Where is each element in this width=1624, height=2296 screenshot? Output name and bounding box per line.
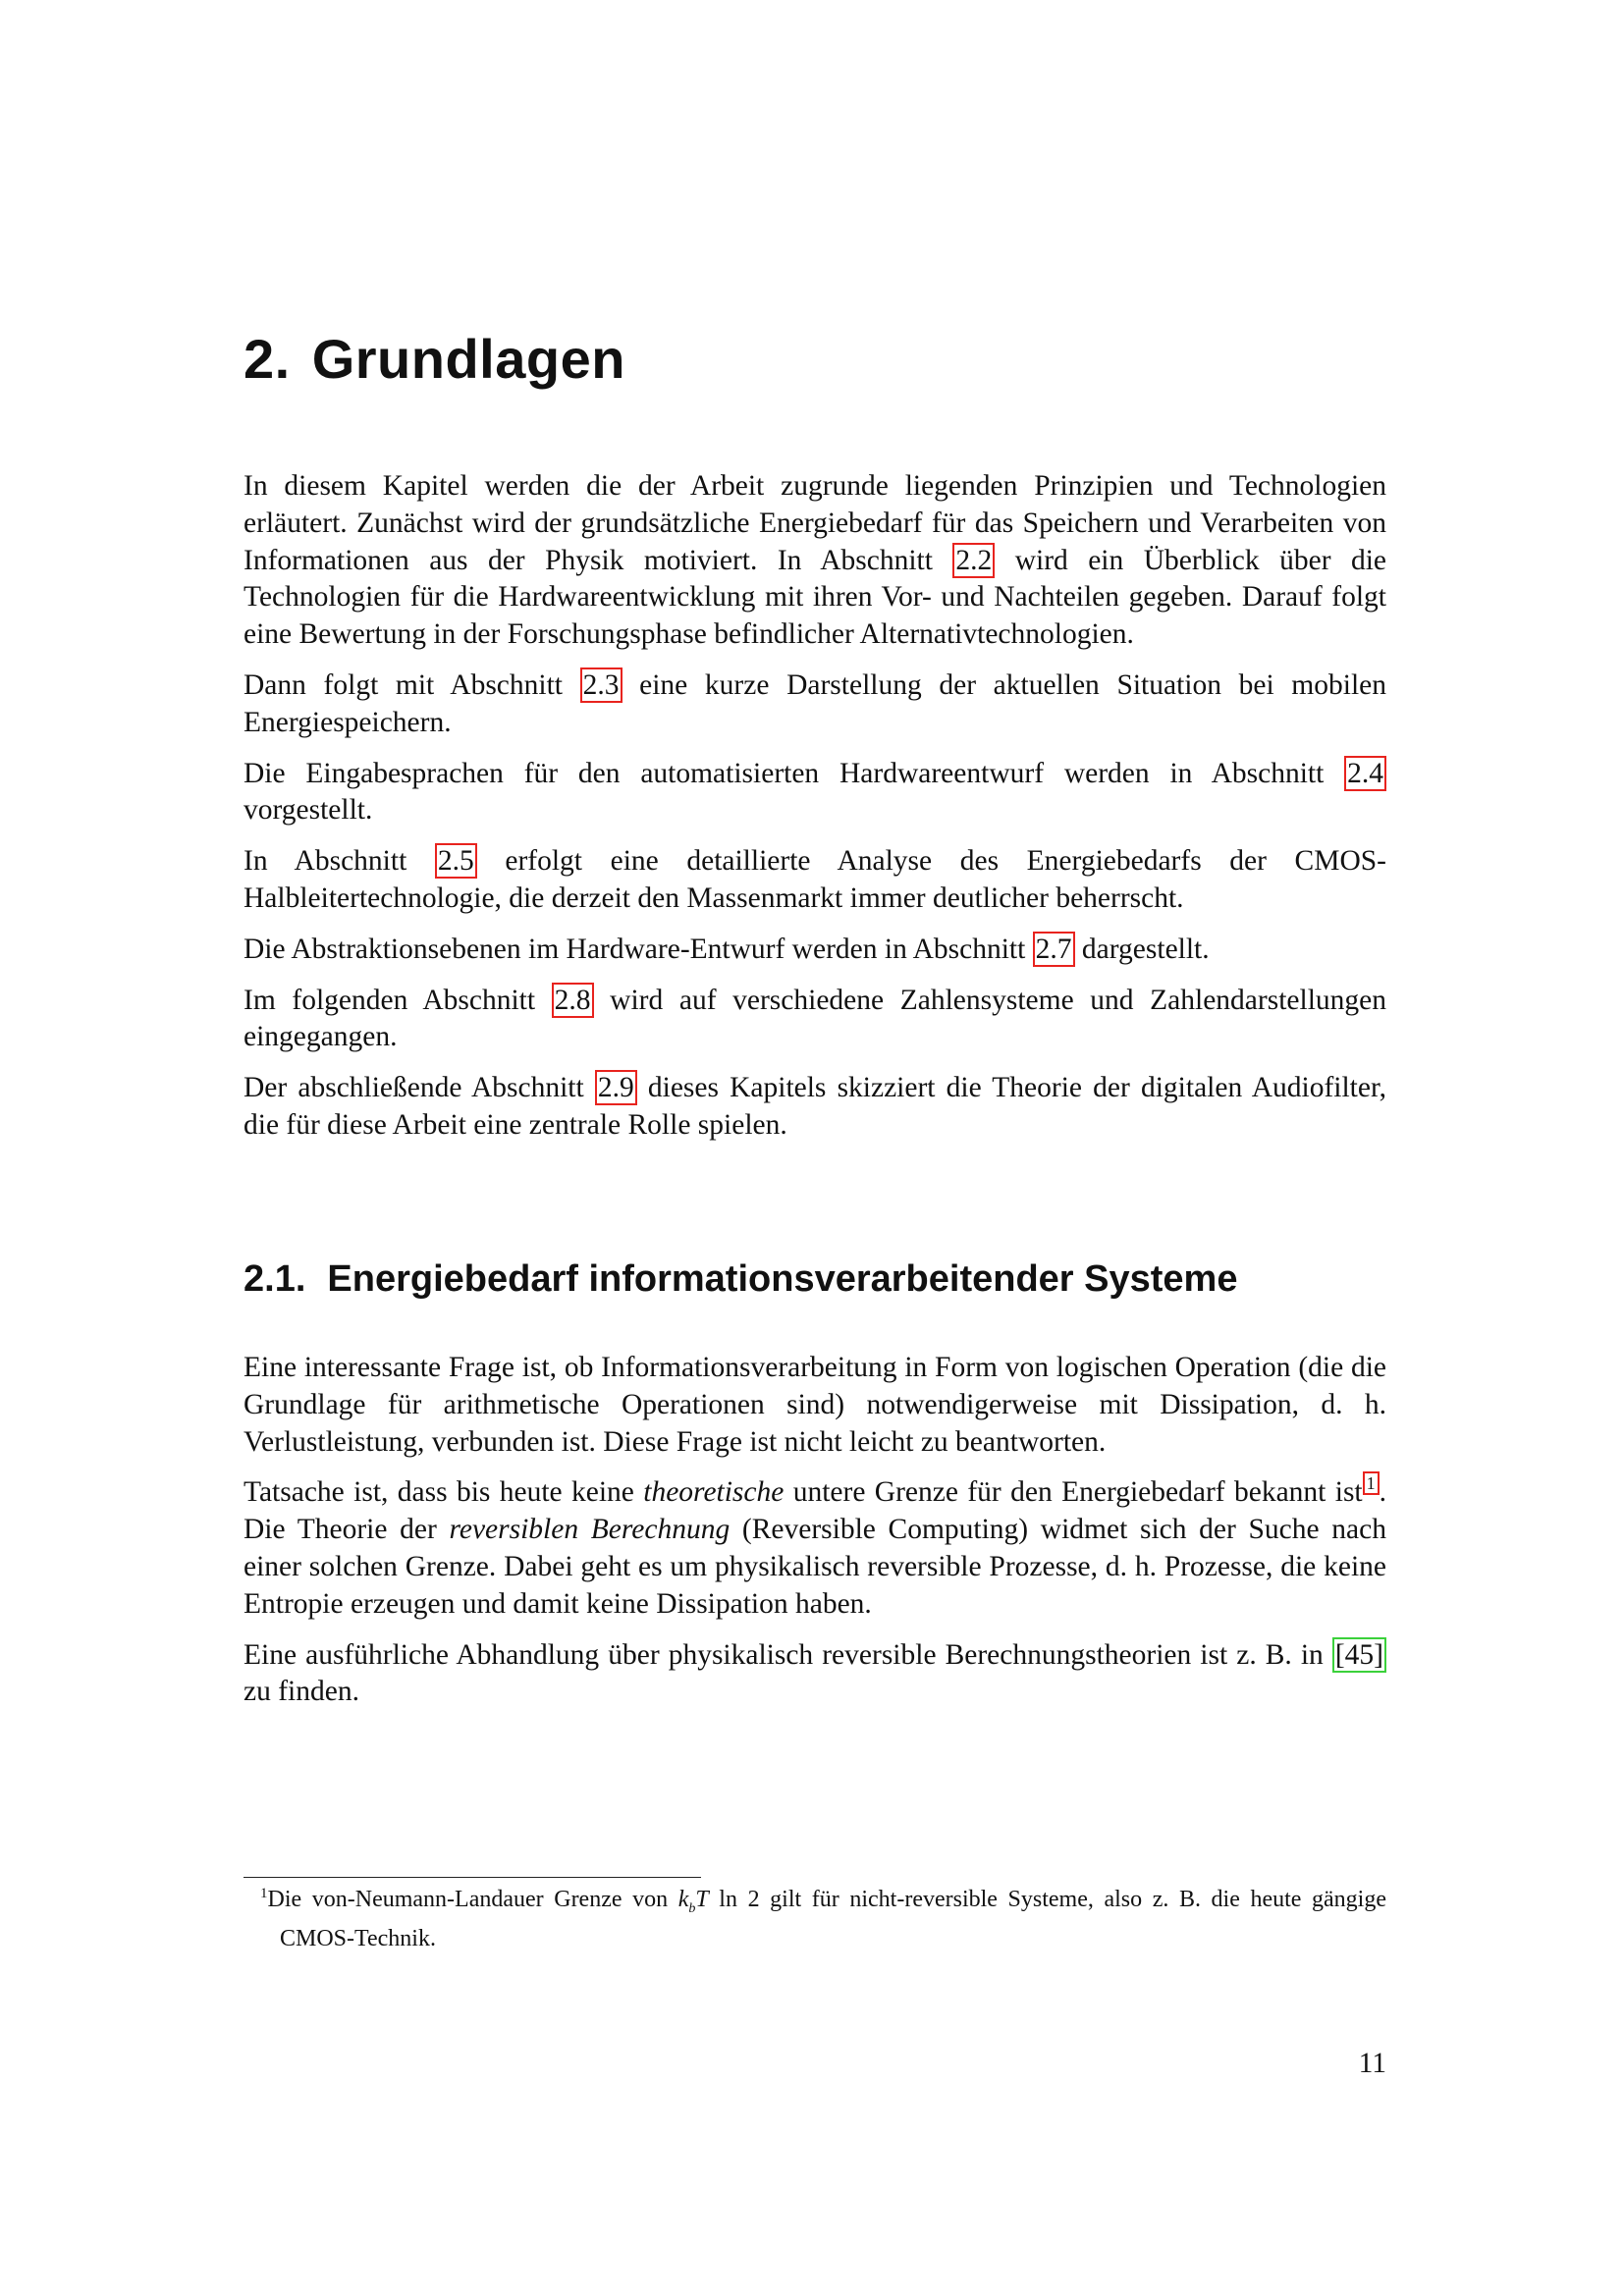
- section-ref-2-8[interactable]: 2.8: [552, 983, 594, 1018]
- emphasis-theoretische: theoretische: [643, 1476, 785, 1509]
- section-paragraph-2: Tatsache ist, dass bis heute keine theoretische untere Grenze für den Energiebedarf bekannt ist $^1$ . Die Theorie der reversiblen Berechnung (Reversible Computing) widmet sich der Suche nach einer solchen Grenze. Dabei geht es um physikalisch reversible Prozesse, d. h. Prozesse, die keine Entropie erzeugen und damit keine Dissipation haben.: [244, 1473, 1386, 1620]
- section-ref-2-4[interactable]: 2.4: [1344, 756, 1386, 791]
- section-ref-2-2[interactable]: 2.2: [952, 543, 995, 578]
- section-ref-2-3[interactable]: 2.3: [580, 667, 623, 703]
- citation-45[interactable]: [45]: [1332, 1637, 1386, 1673]
- footnote-number: 1: [260, 1886, 268, 1901]
- section-number: 2.1.: [244, 1258, 306, 1300]
- chapter-title-text: Grundlagen: [311, 328, 625, 390]
- emphasis-reversible-computing: reversiblen Berechnung: [449, 1514, 731, 1546]
- intro-paragraph-3: Die Eingabesprachen für den automatisierten Hardwareentwurf werden in Abschnitt 2.4 vorgestellt.: [244, 756, 1386, 830]
- chapter-title: [244, 328, 625, 390]
- footnote-marker[interactable]: 1: [1363, 1471, 1380, 1495]
- section-body: [244, 1350, 1386, 1725]
- section-title-text: Energiebedarf informationsverarbeitender Systeme: [327, 1258, 1238, 1300]
- intro-paragraph-2: Dann folgt mit Abschnitt 2.3 eine kurze Darstellung der aktuellen Situation bei mobilen Energiespeichern.: [244, 668, 1386, 738]
- intro-paragraph-1: In diesem Kapitel werden die der Arbeit zugrunde liegenden Prinzipien und Technologien erläutert. Zunächst wird der grundsätzliche Energiebedarf für das Speichern und Verarbeiten von Informationen aus der Physik motiviert. In Abschnitt 2.2 wird ein Überblick über die Technologien für die Hardwareentwicklung mit ihren Vor- und Nachteilen gegeben. Darauf folgt eine Bewertung in der Forschungsphase befindlicher Alternativtechnologien.: [244, 470, 1386, 651]
- chapter-intro: [244, 468, 1386, 1158]
- intro-paragraph-4: In Abschnitt 2.5 erfolgt eine detaillierte Analyse des Energiebedarfs der CMOS-Halbleitertechnologie, die derzeit den Massenmarkt immer deutlicher beherrscht.: [244, 845, 1386, 914]
- section-ref-2-9[interactable]: 2.9: [595, 1070, 637, 1105]
- section-title: [244, 1260, 1237, 1298]
- section-paragraph-1: Eine interessante Frage ist, ob Informationsverarbeitung in Form von logischen Operation (die die Grundlage für arithmetische Operationen sind) notwendigerweise mit Dissipation, d. h. Verlustleistung, verbunden ist. Diese Frage ist nicht leicht zu beantworten.: [244, 1352, 1386, 1458]
- footnote: $^1$Die von-Neumann-Landauer Grenze von $k_bT$ ln 2 gilt für nicht-reversible Systeme, also z. B. die heute gängige CMOS-Technik.: [260, 1886, 1386, 1951]
- section-paragraph-3: Eine ausführliche Abhandlung über physikalisch reversible Berechnungstheorien ist z. B. in [45] zu finden.: [244, 1637, 1386, 1712]
- footnote-rule: [244, 1877, 701, 1878]
- math-kbt: $k_bT$: [677, 1887, 709, 1916]
- section-ref-2-5[interactable]: 2.5: [435, 843, 477, 879]
- intro-paragraph-7: Der abschließende Abschnitt 2.9 dieses Kapitels skizziert die Theorie der digitalen Audiofilter, die für diese Arbeit eine zentrale Rolle spielen.: [244, 1072, 1386, 1141]
- intro-paragraph-5: Die Abstraktionsebenen im Hardware-Entwurf werden in Abschnitt 2.7 dargestellt.: [244, 933, 1210, 965]
- page-number: 11: [1358, 2048, 1386, 2079]
- section-ref-2-7[interactable]: 2.7: [1033, 932, 1075, 967]
- intro-paragraph-6: Im folgenden Abschnitt 2.8 wird auf verschiedene Zahlensysteme und Zahlendarstellungen eingegangen.: [244, 984, 1386, 1053]
- chapter-number: 2.: [244, 328, 291, 390]
